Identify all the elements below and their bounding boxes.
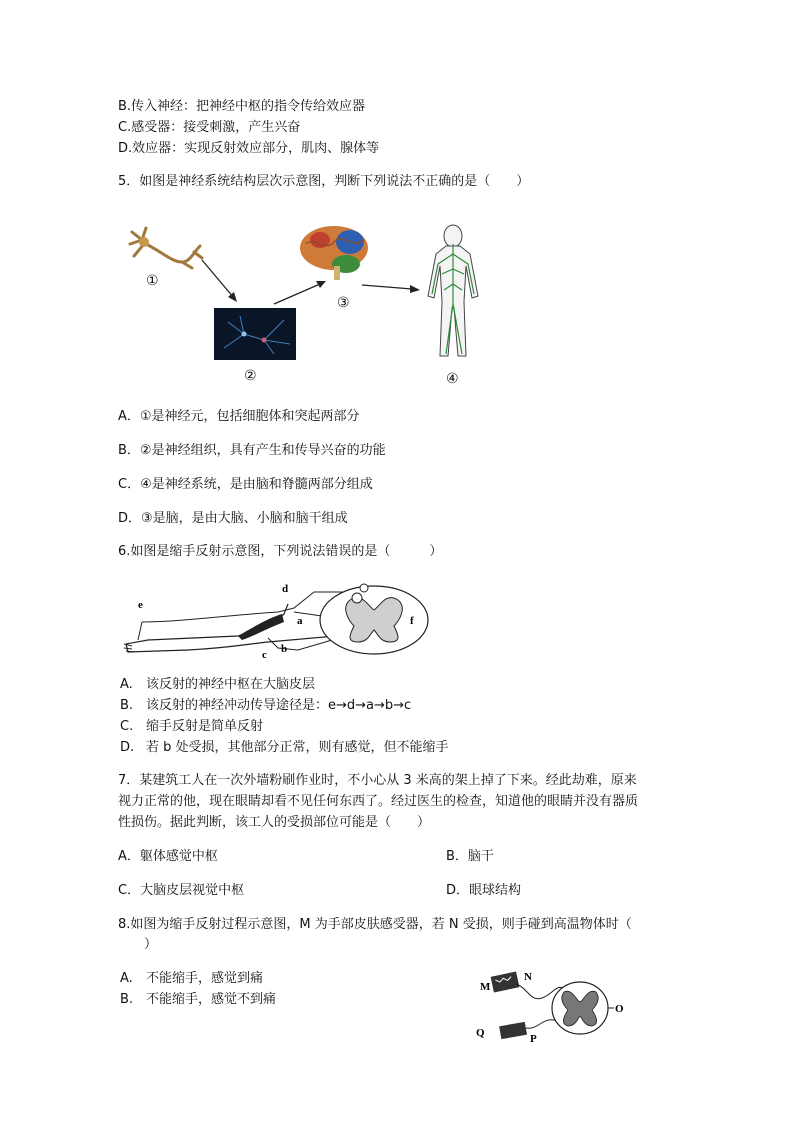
nerve-tissue-image: [214, 308, 296, 360]
q8-label-o: O: [615, 1003, 624, 1015]
q5-stem: 5．如图是神经系统结构层次示意图，判断下列说法不正确的是（ ）: [118, 174, 530, 189]
q7-stem-line-2: 视力正常的他，现在眼睛却看不见任何东西了。经过医生的检查，知道他的眼睛并没有器质: [118, 794, 639, 809]
q5-option-b: B．②是神经组织，具有产生和传导兴奋的功能: [118, 443, 386, 458]
q8-label-n: N: [524, 971, 532, 983]
fig-label-b: b: [281, 643, 288, 655]
q5-option-d: D．③是脑，是由大脑、小脑和脑干组成: [118, 511, 348, 526]
q7-option-c: C．大脑皮层视觉中枢: [118, 883, 245, 898]
q5-option-c: C．④是神经系统，是由脑和脊髓两部分组成: [118, 477, 373, 492]
label-1: ①: [146, 273, 159, 289]
fig-label-a: a: [297, 615, 303, 627]
fig-label-e: e: [138, 599, 143, 611]
q6-option-b: B. 该反射的神经冲动传导途径是：e→d→a→b→c: [120, 698, 412, 713]
q4-option-c: C.感受器：接受刺激，产生兴奋: [118, 120, 301, 135]
fig-label-f: f: [410, 615, 414, 627]
q4-option-d: D.效应器：实现反射效应部分，肌肉、腺体等: [118, 141, 380, 156]
q8-label-q: Q: [476, 1027, 485, 1039]
q6-stem: 6.如图是缩手反射示意图，下列说法错误的是（ ）: [118, 544, 443, 559]
arrow-neuron-to-tissue: [198, 256, 242, 306]
q8-label-p: P: [530, 1033, 537, 1045]
label-2: ②: [244, 368, 257, 384]
q8-label-m: M: [480, 981, 491, 993]
q7-stem-line-1: 7．某建筑工人在一次外墙粉刷作业时，不小心从 3 米高的架上掉了下来。经此劫难，原来: [118, 773, 637, 788]
q4-option-b: B.传入神经：把神经中枢的指令传给效应器: [118, 99, 366, 114]
q8-stem-line-2: ）: [118, 937, 158, 952]
label-3: ③: [337, 295, 350, 311]
neuron-illustration: [122, 222, 204, 274]
q6-option-a: A. 该反射的神经中枢在大脑皮层: [120, 677, 316, 692]
reflex-arc-diagram: [118, 578, 434, 666]
q7-option-b: B．脑干: [446, 849, 494, 864]
q8-option-a: A. 不能缩手，感觉到痛: [120, 971, 264, 986]
nervous-system-figure: [418, 224, 488, 360]
brain-illustration: [298, 222, 374, 284]
q7-stem-line-3: 性损伤。据此判断，该工人的受损部位可能是（ ）: [118, 815, 431, 830]
q8-stem-line-1: 8.如图为缩手反射过程示意图，M 为手部皮肤感受器，若 N 受损，则手碰到高温物体时（: [118, 917, 632, 932]
q6-option-d: D. 若 b 处受损，其他部分正常，则有感觉，但不能缩手: [120, 740, 449, 755]
q8-reflex-diagram: [472, 968, 622, 1044]
q7-option-d: D．眼球结构: [446, 883, 522, 898]
q5-option-a: A．①是神经元，包括细胞体和突起两部分: [118, 409, 360, 424]
q8-option-b: B. 不能缩手，感觉不到痛: [120, 992, 277, 1007]
fig-label-c: c: [262, 649, 267, 661]
label-4: ④: [446, 371, 459, 387]
q6-option-c: C. 缩手反射是简单反射: [120, 719, 264, 734]
fig-label-d: d: [282, 583, 289, 595]
q7-option-a: A．躯体感觉中枢: [118, 849, 218, 864]
arrow-brain-to-system: [360, 280, 422, 296]
